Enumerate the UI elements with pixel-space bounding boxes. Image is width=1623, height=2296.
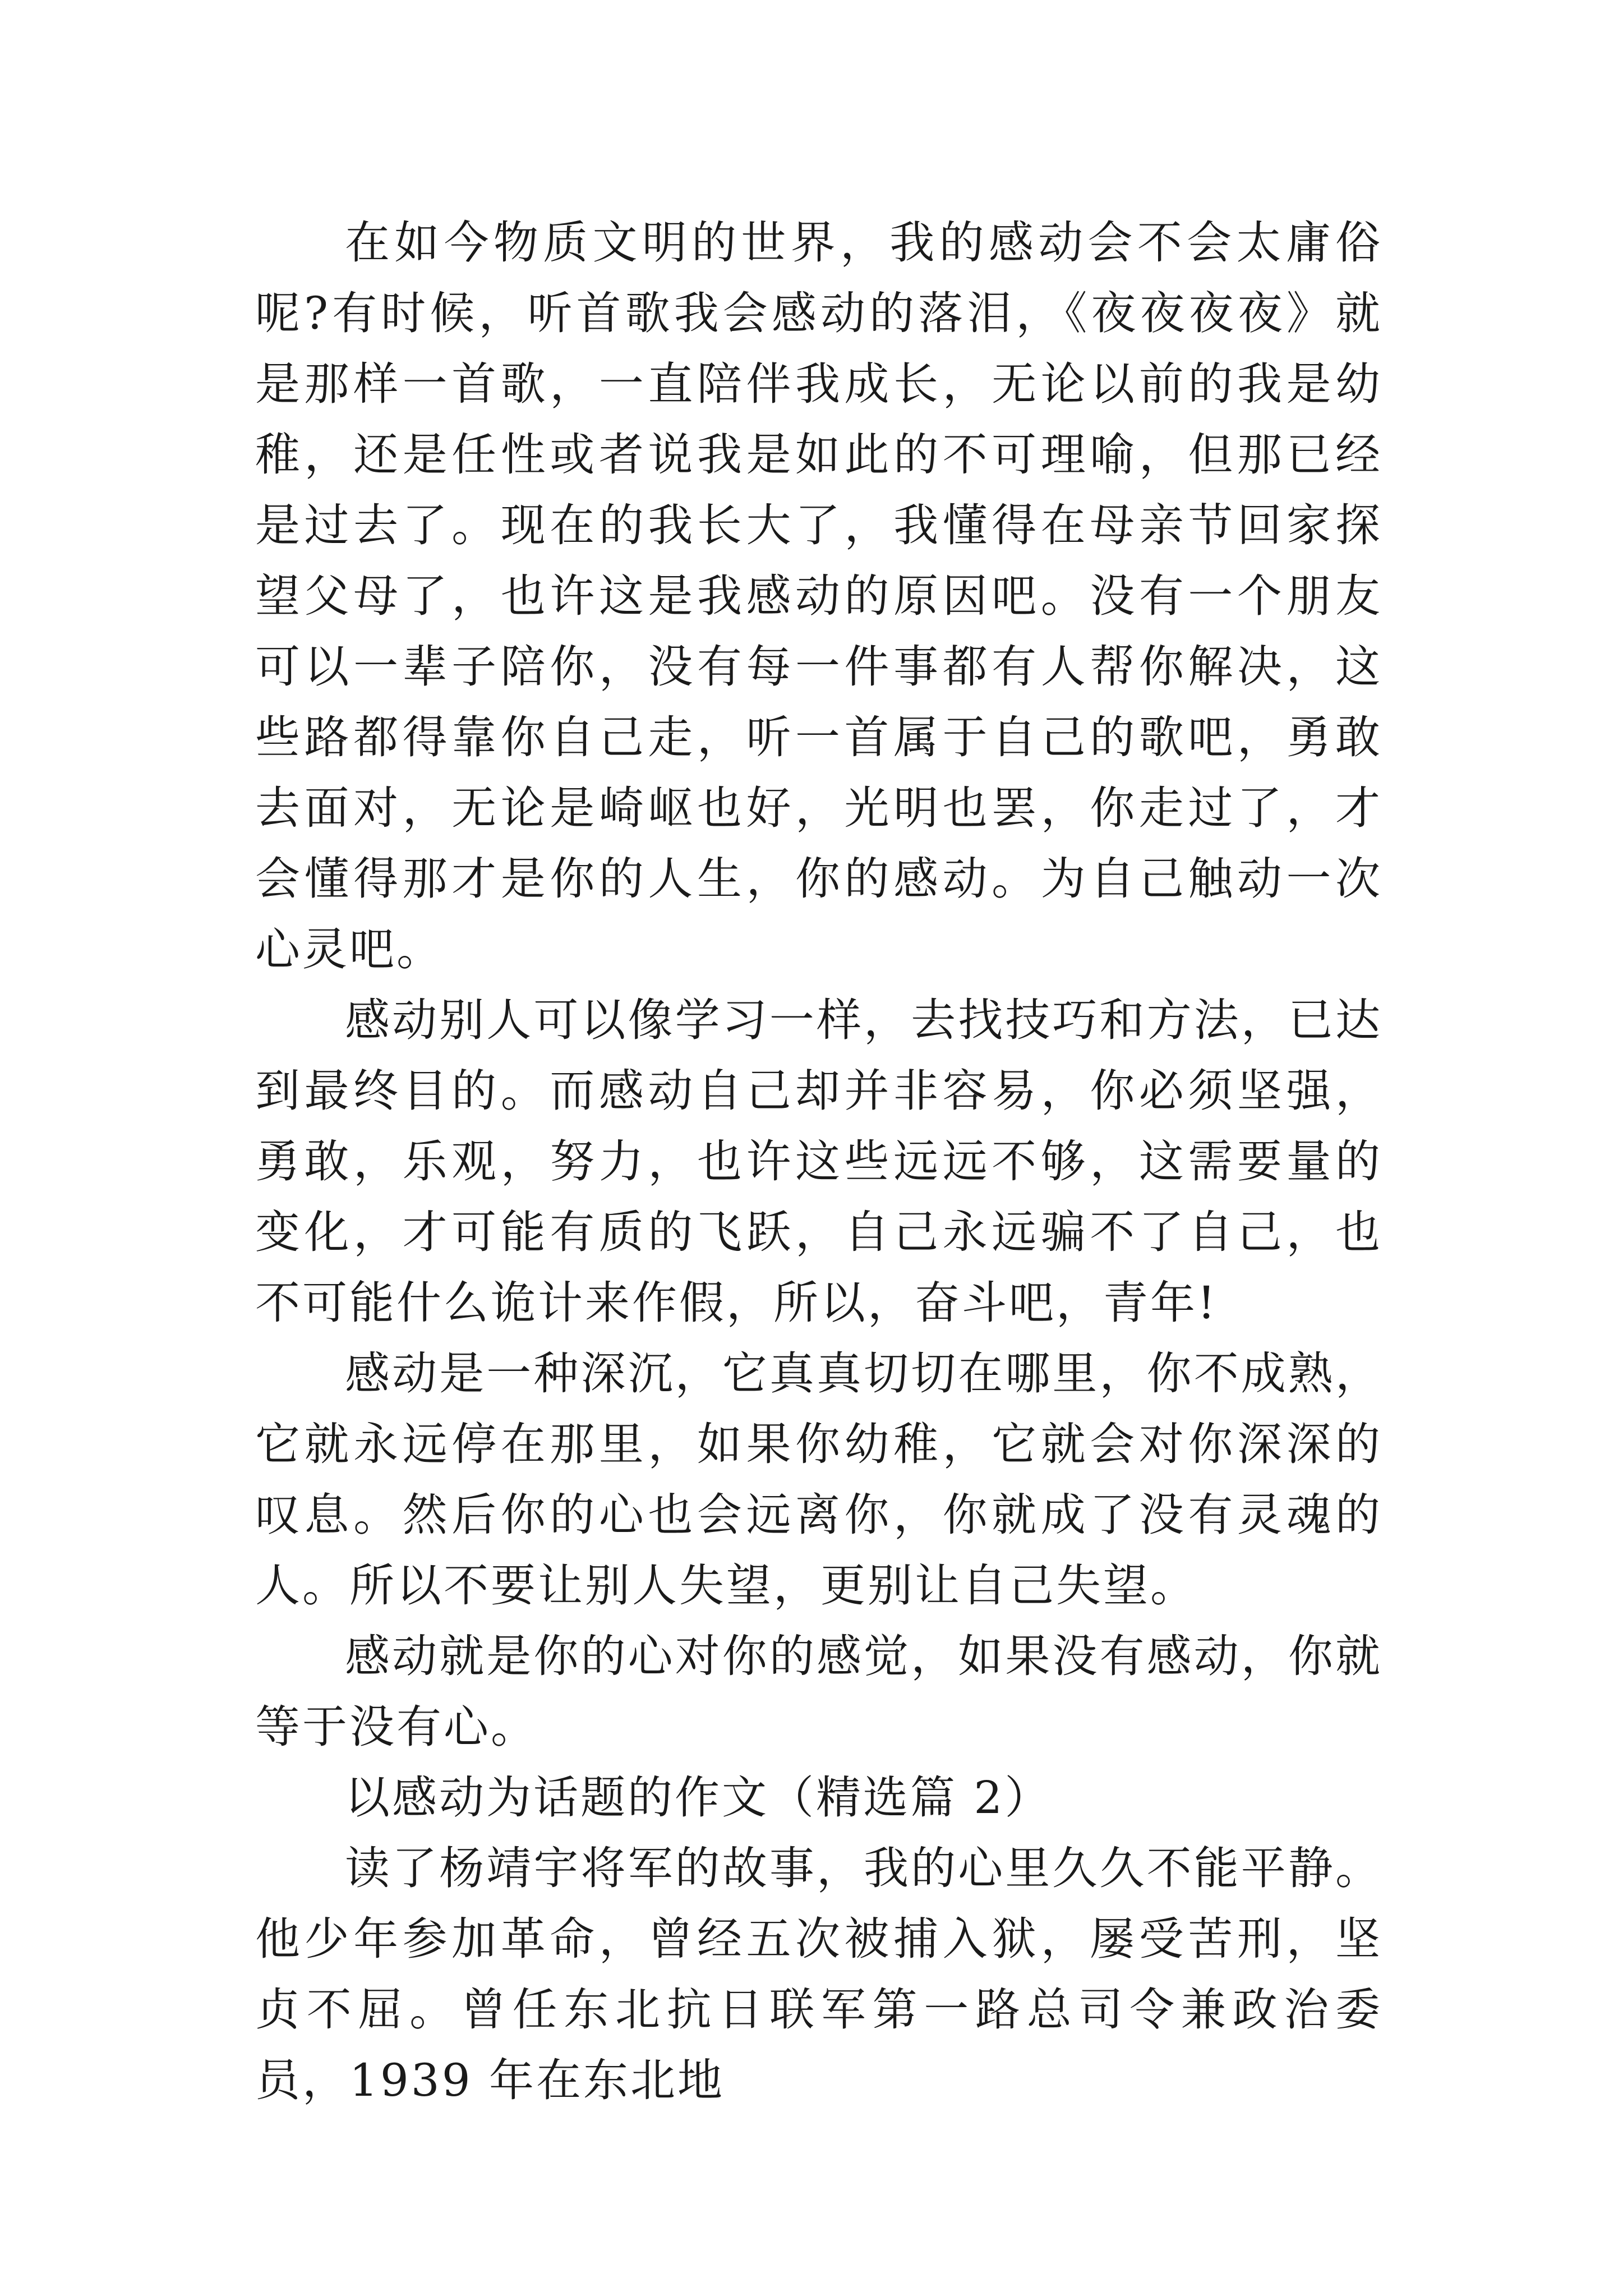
paragraph-3: 感动是一种深沉，它真真切切在哪里，你不成熟，它就永远停在那里，如果你幼稚，它就会对你深深的叹息。然后你的心也会远离你，你就成了没有灵魂的人。所以不要让别人失望，更别让自己失望。 — [255, 1347, 1382, 1612]
section-heading: 以感动为话题的作文（精选篇 2） — [345, 1772, 1052, 1824]
paragraph-1: 在如今物质文明的世界，我的感动会不会太庸俗呢?有时候，听首歌我会感动的落泪，《夜夜夜夜》就是那样一首歌，一直陪伴我成长，无论以前的我是幼稚，还是任性或者说我是如此的不可理喻，但那已经是过去了。现在的我长大了，我懂得在母亲节回家探望父母了，也许这是我感动的原因吧。没有一个朋友可以一辈子陪你，没有每一件事都有人帮你解决，这些路都得靠你自己走，听一首属于自己的歌吧，勇敢去面对，无论是崎岖也好，光明也罢，你走过了，才会懂得那才是你的人生，你的感动。为自己触动一次心灵吧。 — [255, 217, 1382, 976]
paragraph-4: 感动就是你的心对你的感觉，如果没有感动，你就等于没有心。 — [255, 1630, 1382, 1753]
paragraph-2: 感动别人可以像学习一样，去找技巧和方法，已达到最终目的。而感动自己却并非容易，你必须坚强，勇敢，乐观，努力，也许这些远远不够，这需要量的变化，才可能有质的飞跃，自己永远骗不了自己，也不可能什么诡计来作假，所以，奋斗吧，青年! — [255, 994, 1382, 1329]
paragraph-5: 读了杨靖宇将军的故事，我的心里久久不能平静。他少年参加革命，曾经五次被捕入狱，屡受苦刑，坚贞不屈。曾任东北抗日联军第一路总司令兼政治委员，1939 年在东北地 — [255, 1842, 1382, 2106]
document-body — [255, 208, 1382, 2116]
